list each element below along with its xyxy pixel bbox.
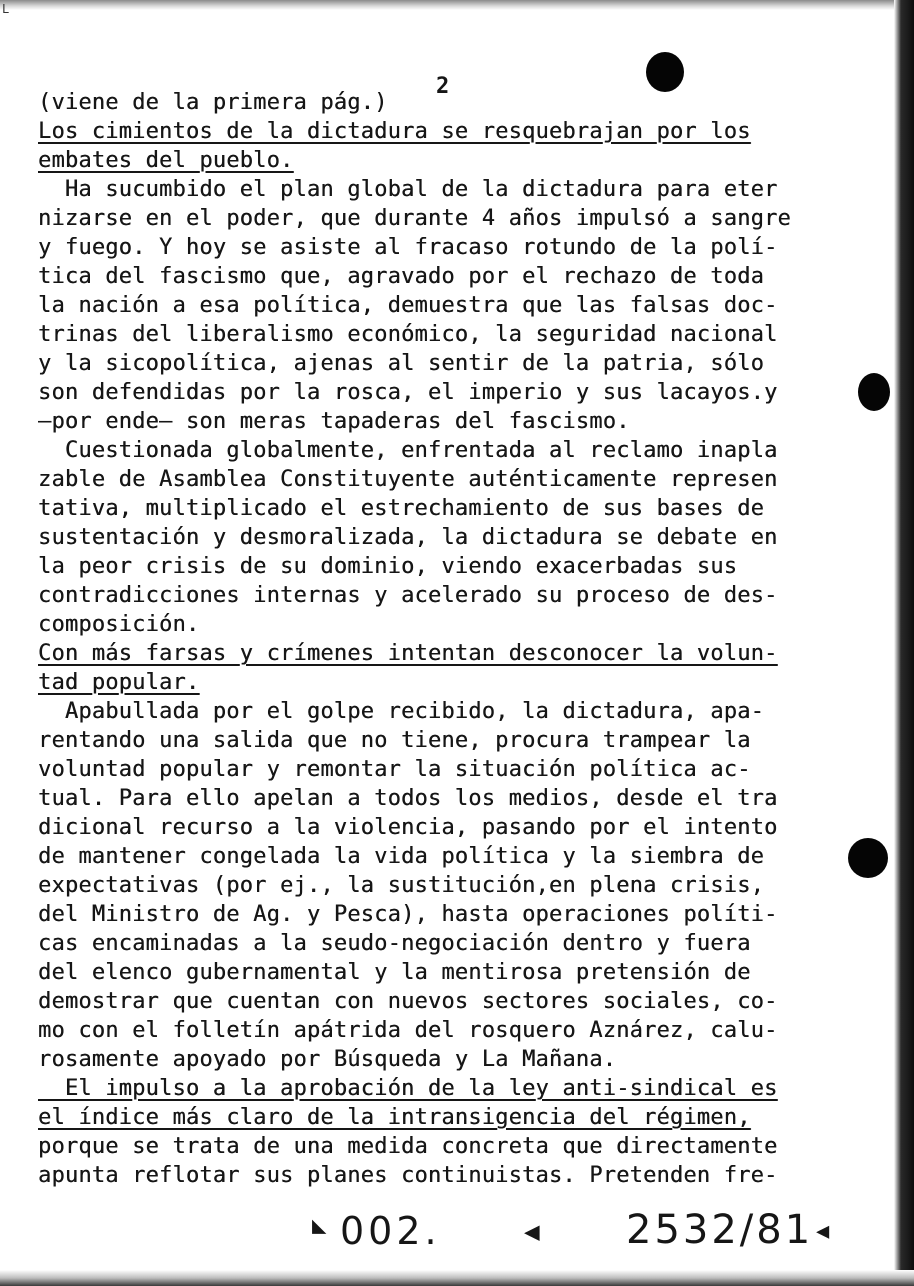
line-text: el índice más claro de la intransigencia del régimen,	[38, 1105, 751, 1130]
line-text: y la sicopolítica, ajenas al sentir de la patria, sólo	[38, 351, 765, 376]
text-line	[38, 813, 874, 842]
text-line	[38, 204, 874, 233]
text-line	[38, 494, 874, 523]
text-line	[38, 407, 874, 436]
line-text: tativa, multiplicado el estrechamiento de sus bases de	[38, 496, 765, 521]
line-text: Los cimientos de la dictadura se resquebrajan por los	[38, 119, 751, 144]
line-text: rosamente apoyado por Búsqueda y La Mañana.	[38, 1047, 617, 1072]
text-line	[38, 697, 874, 726]
text-line	[38, 610, 874, 639]
section-heading-line	[38, 639, 874, 668]
section-heading-line	[38, 668, 874, 697]
line-text: zable de Asamblea Constituyente auténticamente represen	[38, 467, 778, 492]
line-text: la peor crisis de su dominio, viendo exacerbadas sus	[38, 554, 738, 579]
line-text: del elenco gubernamental y la mentirosa pretensión de	[38, 960, 751, 985]
text-line	[38, 726, 874, 755]
page-right-edge	[894, 0, 914, 1286]
line-text: composición.	[38, 612, 200, 637]
text-line	[38, 262, 874, 291]
line-text: expectativas (por ej., la sustitución,en plena crisis,	[38, 873, 765, 898]
text-line	[38, 1161, 874, 1190]
line-text: rentando una salida que no tiene, procura trampear la	[38, 728, 751, 753]
text-line	[38, 349, 874, 378]
section-heading-line	[38, 1074, 874, 1103]
line-text: trinas del liberalismo económico, la seguridad nacional	[38, 322, 778, 347]
line-text: Cuestionada globalmente, enfrentada al reclamo inapla	[38, 438, 778, 463]
line-text: son defendidas por la rosca, el imperio y sus lacayos.y	[38, 380, 778, 405]
text-line	[38, 929, 874, 958]
line-text: Apabullada por el golpe recibido, la dictadura, apa-	[38, 699, 765, 724]
text-line	[38, 755, 874, 784]
line-text: tica del fascismo que, agravado por el rechazo de toda	[38, 264, 765, 289]
line-text: sustentación y desmoralizada, la dictadura se debate en	[38, 525, 778, 550]
line-text: de mantener congelada la vida política y la siembra de	[38, 844, 765, 869]
arrow-mark: ◣	[312, 1211, 327, 1239]
page-number: 2	[436, 74, 450, 99]
text-line	[38, 958, 874, 987]
line-text: porque se trata de una medida concreta que directamente	[38, 1134, 778, 1159]
line-text: del Ministro de Ag. y Pesca), hasta operaciones políti-	[38, 902, 778, 927]
line-text: la nación a esa política, demuestra que las falsas doc-	[38, 293, 778, 318]
text-line	[38, 871, 874, 900]
line-text: Con más farsas y crímenes intentan desconocer la volun-	[38, 641, 778, 666]
line-text: demostrar que cuentan con nuevos sectores sociales, co-	[38, 989, 778, 1014]
text-line	[38, 581, 874, 610]
line-text: El impulso a la aprobación de la ley anti-sindical es	[38, 1076, 778, 1101]
text-line	[38, 291, 874, 320]
page-top-edge	[0, 0, 914, 10]
text-line	[38, 552, 874, 581]
text-line	[38, 88, 874, 117]
text-line	[38, 320, 874, 349]
line-text: Ha sucumbido el plan global de la dictadura para eter	[38, 177, 778, 202]
text-line	[38, 523, 874, 552]
page-bottom-edge	[0, 1270, 914, 1286]
text-line	[38, 1016, 874, 1045]
line-text: nizarse en el poder, que durante 4 años impulsó a sangre	[38, 206, 791, 231]
line-text: tual. Para ello apelan a todos los medios, desde el tra	[38, 786, 778, 811]
line-text: voluntad popular y remontar la situación política ac-	[38, 757, 751, 782]
text-line	[38, 378, 874, 407]
section-heading-line	[38, 117, 874, 146]
text-line	[38, 465, 874, 494]
line-text: cas encaminadas a la seudo-negociación dentro y fuera	[38, 931, 751, 956]
file-number: 2532/81	[626, 1207, 814, 1253]
ink-blot-top	[646, 52, 684, 92]
corner-mark: L	[2, 2, 10, 16]
text-line	[38, 175, 874, 204]
folio-number: 002.	[340, 1209, 441, 1253]
line-text: embates del pueblo.	[38, 148, 294, 173]
text-line	[38, 436, 874, 465]
text-line	[38, 233, 874, 262]
line-text: y fuego. Y hoy se asiste al fracaso rotundo de la polí-	[38, 235, 778, 260]
text-line	[38, 784, 874, 813]
text-line	[38, 1132, 874, 1161]
page-footer	[0, 1205, 914, 1265]
line-text: apunta reflotar sus planes continuistas. Pretenden fre-	[38, 1163, 778, 1188]
line-text: mo con el folletín apátrida del rosquero Aznárez, calu-	[38, 1018, 778, 1043]
text-line	[38, 987, 874, 1016]
text-line	[38, 842, 874, 871]
line-text: (viene de la primera pág.)	[38, 90, 388, 115]
line-text: contradicciones internas y acelerado su proceso de des-	[38, 583, 778, 608]
text-line	[38, 900, 874, 929]
typed-text-body	[38, 88, 874, 1190]
section-heading-line	[38, 146, 874, 175]
end-mark: ◀	[816, 1219, 830, 1244]
pointer-mark: ◀	[524, 1217, 540, 1247]
line-text: dicional recurso a la violencia, pasando por el intento	[38, 815, 778, 840]
line-text: tad popular.	[38, 670, 200, 695]
section-heading-line	[38, 1103, 874, 1132]
text-line	[38, 1045, 874, 1074]
line-text: —por ende— son meras tapaderas del fascismo.	[38, 409, 630, 434]
